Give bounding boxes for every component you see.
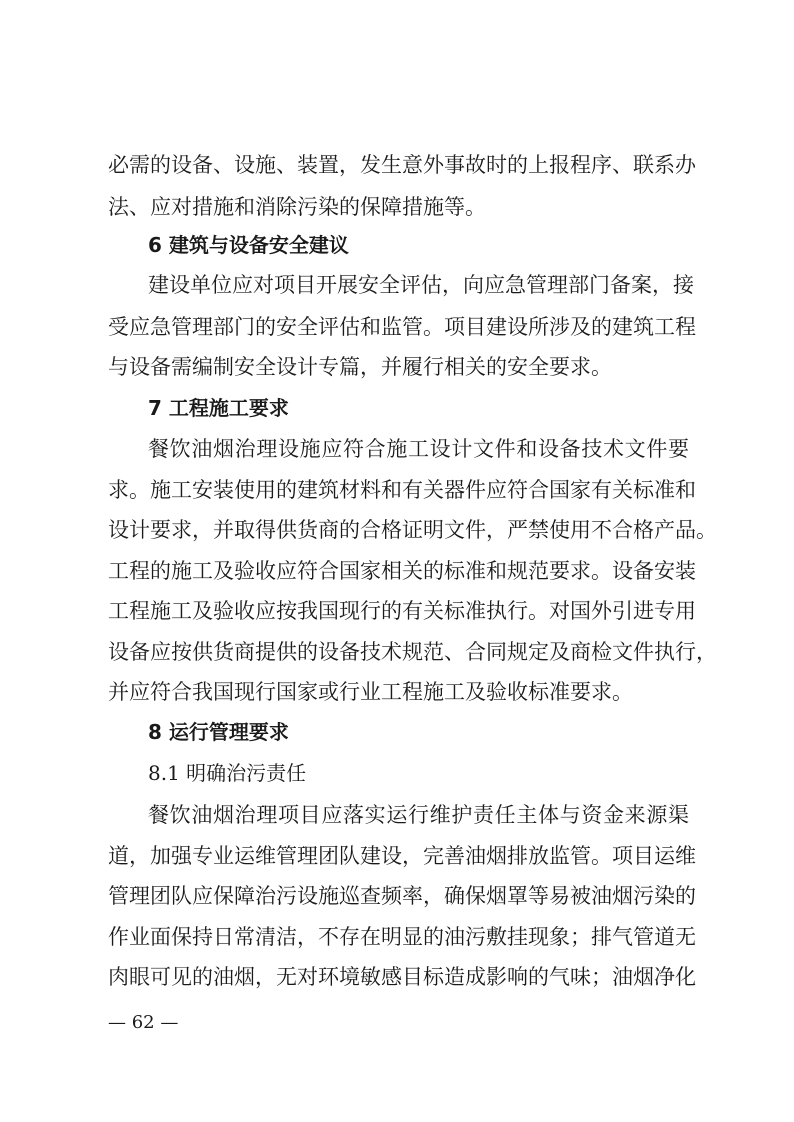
body-line: 与设备需编制安全设计专篇，并履行相关的安全要求。	[108, 355, 612, 379]
body-line: 设计要求，并取得供货商的合格证明文件，严禁使用不合格产品。	[108, 518, 717, 542]
body-line: 管理团队应保障治污设施巡查频率，确保烟罩等易被油烟污染的	[108, 884, 696, 908]
body-line: 餐饮油烟治理项目应落实运行维护责任主体与资金来源渠	[148, 803, 689, 827]
section-heading-6: 6 建筑与设备安全建议	[148, 233, 349, 257]
section-heading-8: 8 运行管理要求	[148, 720, 289, 744]
subsection-heading-8-1: 8.1 明确治污责任	[148, 761, 307, 785]
body-line: 求。施工安装使用的建筑材料和有关器件应符合国家有关标准和	[108, 478, 696, 502]
body-line: 肉眼可见的油烟，无对环境敏感目标造成影响的气味；油烟净化	[108, 965, 696, 989]
body-line: 建设单位应对项目开展安全评估，向应急管理部门备案，接	[148, 273, 694, 297]
body-line: 工程施工及验收应按我国现行的有关标准执行。对国外引进专用	[108, 599, 696, 623]
page-number: — 62 —	[108, 1012, 179, 1033]
body-line: 法、应对措施和消除污染的保障措施等。	[108, 195, 486, 219]
body-line: 受应急管理部门的安全评估和监管。项目建设所涉及的建筑工程	[108, 315, 696, 339]
body-line: 作业面保持日常清洁，不存在明显的油污敷挂现象；排气管道无	[108, 925, 696, 949]
body-line: 设备应按供货商提供的设备技术规范、合同规定及商检文件执行，	[108, 640, 717, 664]
body-line: 并应符合我国现行国家或行业工程施工及验收标准要求。	[108, 680, 633, 704]
section-heading-7: 7 工程施工要求	[148, 396, 289, 420]
body-line: 道，加强专业运维管理团队建设，完善油烟排放监管。项目运维	[108, 844, 696, 868]
body-line: 餐饮油烟治理设施应符合施工设计文件和设备技术文件要	[148, 437, 689, 461]
body-line: 工程的施工及验收应符合国家相关的标准和规范要求。设备安装	[108, 559, 696, 583]
body-line: 必需的设备、设施、装置，发生意外事故时的上报程序、联系办	[108, 153, 696, 177]
